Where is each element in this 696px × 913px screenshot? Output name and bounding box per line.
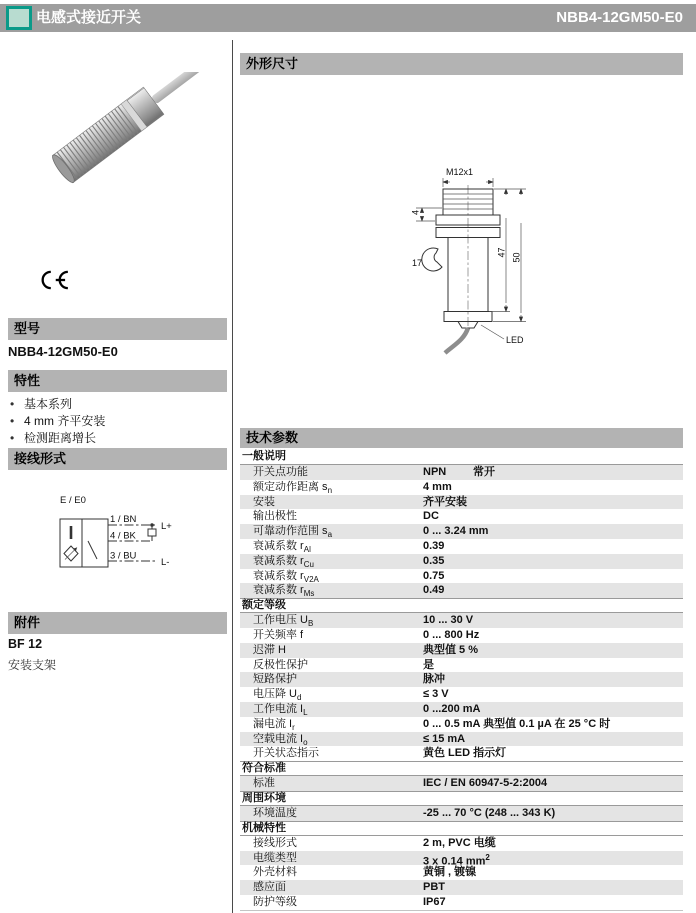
page-model-number: NBB4-12GM50-E0 <box>556 9 683 26</box>
spec-row <box>240 687 683 702</box>
spec-label: 工作电流 $I_L$ <box>253 702 308 718</box>
spec-row <box>240 717 683 732</box>
spec-row <box>240 836 683 851</box>
lminus-label: L- <box>161 557 170 568</box>
spec-value: 10 ... 30 V <box>423 614 474 627</box>
spec-label: 可靠动作范围 $s_a$ <box>253 525 333 540</box>
dim-a-label: 4 <box>410 209 421 215</box>
feature-text: 检测距离增长 <box>24 431 97 445</box>
spec-value: 是 <box>423 658 434 671</box>
spec-label: 短路保护 <box>253 673 297 686</box>
bullet-icon: • <box>10 397 15 411</box>
spec-row <box>240 865 683 880</box>
spec-table <box>240 450 683 911</box>
spec-label: 感应面 <box>253 881 286 894</box>
spec-value: 黄色 LED 指示灯 <box>423 747 507 760</box>
led-label: LED <box>506 335 524 345</box>
spec-value: 4 mm <box>423 480 452 493</box>
spec-row <box>240 806 683 821</box>
spec-group-header: 机械特性 <box>240 821 683 836</box>
spec-value: 0 ... 800 Hz <box>423 628 480 641</box>
brand-square-icon <box>6 6 32 30</box>
spec-value: 0 ... 0.5 mA 典型值 0.1 µA 在 25 °C 时 <box>423 717 611 730</box>
wire2-label: 4 / BK <box>110 530 136 542</box>
wiring-diagram <box>38 489 218 589</box>
spec-value: DC <box>423 510 439 523</box>
feature-text: 基本系列 <box>24 397 73 411</box>
feature-text: 4 mm 齐平安装 <box>24 414 106 428</box>
spec-row <box>240 776 683 791</box>
wiring-variant-label: E / E0 <box>60 495 86 506</box>
spec-row <box>240 480 683 495</box>
spec-label: 标准 <box>253 777 275 790</box>
accessory-name: BF 12 <box>8 637 43 651</box>
spec-label: 环境温度 <box>253 806 297 819</box>
spec-row <box>240 672 683 687</box>
spec-row <box>240 732 683 747</box>
spec-row <box>240 658 683 673</box>
spec-label: 接线形式 <box>253 836 297 849</box>
dim-c-label: 50 <box>511 252 522 263</box>
spec-value: NPN <box>423 466 447 478</box>
spec-group-header: 一般说明 <box>240 450 683 465</box>
spec-label: 开关点功能 <box>253 466 308 478</box>
spec-label: 电缆类型 <box>253 851 297 864</box>
dimension-drawing <box>398 163 583 363</box>
lplus-label: L+ <box>161 521 172 532</box>
spec-label: 衰减系数 $r_{Ms}$ <box>253 584 315 599</box>
spec-label: 输出极性 <box>253 510 297 523</box>
section-header-specs: 技术参数 <box>240 428 683 448</box>
wire1-label: 1 / BN <box>110 514 137 525</box>
spec-group-header: 额定等级 <box>240 598 683 613</box>
wire3-label: 3 / BU <box>110 550 137 562</box>
spec-value: -25 ... 70 °C (248 ... 343 K) <box>423 806 556 819</box>
accessory-description: 安装支架 <box>8 658 57 672</box>
section-header-features: 特性 <box>8 370 227 392</box>
spec-label: 外壳材料 <box>253 866 297 879</box>
spec-label: 额定动作距离 $s_n$ <box>253 480 333 495</box>
column-divider <box>232 40 233 913</box>
section-header-connection: 接线形式 <box>8 448 227 470</box>
spec-row <box>240 465 683 480</box>
spec-row <box>240 613 683 628</box>
spec-label: 衰减系数 $r_{Al}$ <box>253 539 311 555</box>
spec-value: ≤ 3 V <box>423 688 449 701</box>
spec-row <box>240 895 683 910</box>
spec-value-secondary: 常开 <box>473 466 495 478</box>
ce-mark-icon <box>36 269 70 291</box>
model-number: NBB4-12GM50-E0 <box>8 344 118 359</box>
spec-label: 漏电流 $I_r$ <box>253 717 295 732</box>
spec-value: IP67 <box>423 895 446 908</box>
spec-row <box>240 746 683 761</box>
section-header-dimensions: 外形尺寸 <box>240 53 683 75</box>
bullet-icon: • <box>10 414 15 428</box>
spec-value: IEC / EN 60947-5-2:2004 <box>423 777 548 790</box>
features-list <box>10 396 220 447</box>
spec-value: 0.75 <box>423 569 445 582</box>
spec-value: 典型值 5 % <box>423 643 479 656</box>
spec-value: 黄铜 , 镀镍 <box>423 866 477 879</box>
spec-value: 3 x 0.14 $mm^2$ <box>423 852 490 868</box>
spec-value: 脉冲 <box>423 673 445 686</box>
spec-value: 0 ... 3.24 mm <box>423 525 489 538</box>
spec-row <box>240 702 683 717</box>
spec-group-header: 周围环境 <box>240 791 683 806</box>
spec-row <box>240 509 683 524</box>
spec-label: 开关频率 f <box>253 628 304 641</box>
spec-row <box>240 583 683 598</box>
spec-value: PBT <box>423 881 445 894</box>
spec-row <box>240 539 683 554</box>
spec-value: 0.49 <box>423 584 445 597</box>
spec-row <box>240 643 683 658</box>
spec-label: 空载电流 $I_o$ <box>253 732 308 747</box>
product-photo <box>45 72 205 192</box>
spec-label: 电压降 $U_d$ <box>253 688 302 703</box>
spec-label: 工作电压 $U_B$ <box>253 614 314 629</box>
spec-label: 衰减系数 $r_{V2A}$ <box>253 569 319 584</box>
spec-row <box>240 569 683 584</box>
spec-label: 反极性保护 <box>253 658 308 671</box>
spec-row <box>240 554 683 569</box>
spec-row <box>240 524 683 539</box>
spec-label: 衰减系数 $r_{Cu}$ <box>253 554 314 569</box>
bullet-icon: • <box>10 431 15 445</box>
spec-label: 迟滞 H <box>253 643 286 656</box>
spec-label: 安装 <box>253 495 275 508</box>
spec-value: ≤ 15 mA <box>423 732 466 745</box>
section-header-accessories: 附件 <box>8 612 227 634</box>
spec-row <box>240 851 683 866</box>
spec-value: 0.39 <box>423 539 445 552</box>
section-header-model: 型号 <box>8 318 227 340</box>
dim-b-label: 47 <box>496 247 507 258</box>
spec-row <box>240 880 683 895</box>
spec-row <box>240 628 683 643</box>
page-header <box>0 4 696 32</box>
spec-label: 开关状态指示 <box>253 747 319 760</box>
spec-row <box>240 495 683 510</box>
dim-wrench-label: 17 <box>412 258 423 268</box>
spec-value: 2 m, PVC 电缆 <box>423 836 496 849</box>
page-title: 电感式接近开关 <box>36 9 142 26</box>
feature-item <box>10 396 220 413</box>
spec-value: 齐平安装 <box>423 495 467 508</box>
spec-group-header: 符合标准 <box>240 761 683 776</box>
feature-item <box>10 430 220 447</box>
spec-label: 防护等级 <box>253 895 297 908</box>
thread-dim-label: M12x1 <box>446 167 474 177</box>
feature-item <box>10 413 220 430</box>
spec-value: 0.35 <box>423 554 445 567</box>
spec-value: 0 ...200 mA <box>423 702 481 715</box>
